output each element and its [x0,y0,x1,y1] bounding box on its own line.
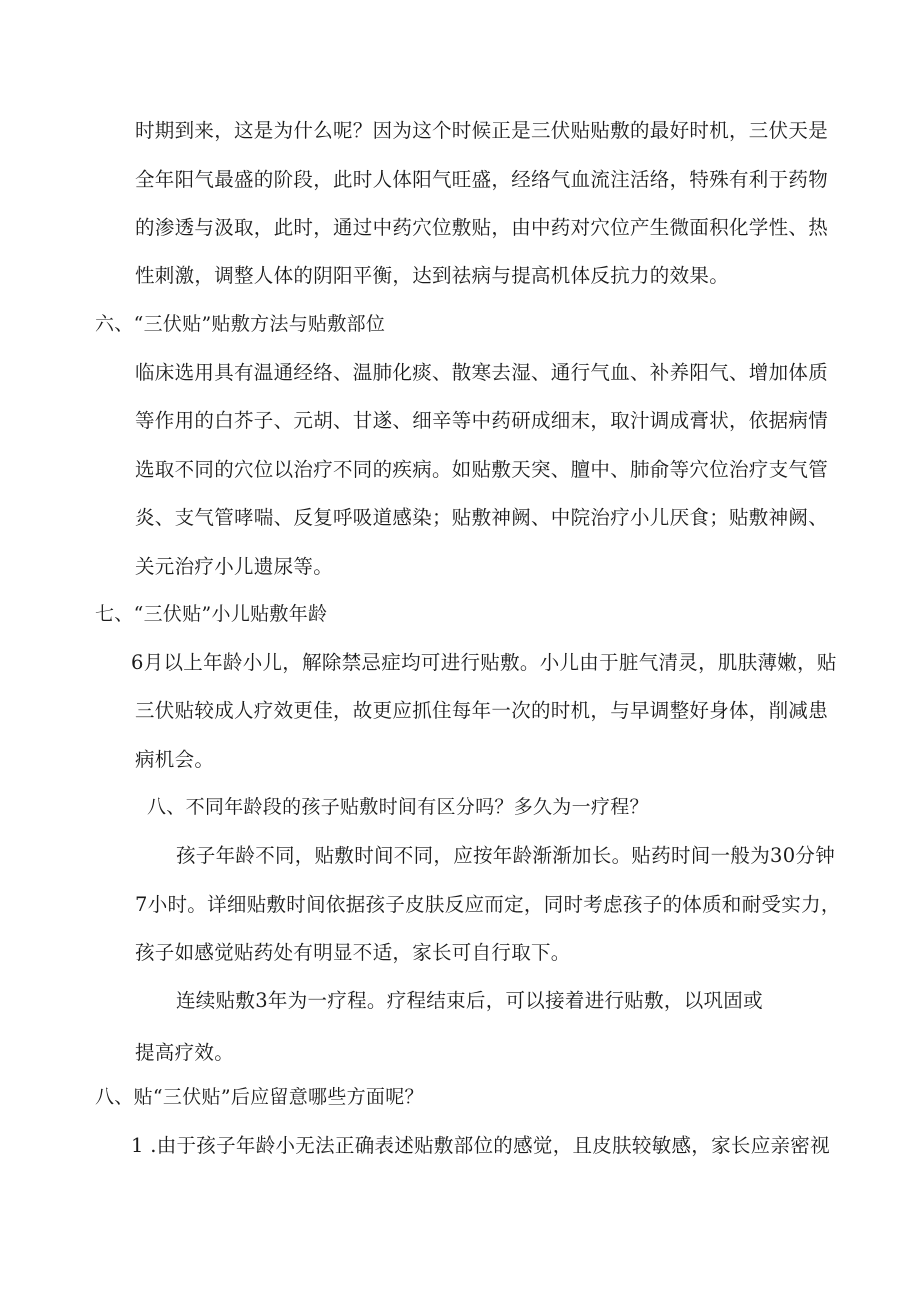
paragraph-line: 6月以上年龄小儿，解除禁忌症均可进行贴敷。小儿由于脏气清灵，肌肤薄嫩，贴 [131,651,837,674]
section-heading-7: 七、“三伏贴”小儿贴敷年龄 [95,603,328,625]
paragraph-line: 1 .由于孩子年龄小无法正确表述贴敷部位的感觉，且皮肤较敏感，家长应亲密视 [131,1134,830,1157]
section-heading-8b: 八、贴“三伏贴”后应留意哪些方面呢？ [95,1086,424,1108]
paragraph-line: 三伏贴较成人疗效更佳，故更应抓住每年一次的时机，与早调整好身体，削减患 [135,699,829,722]
paragraph-line: 等作用的白芥子、元胡、甘遂、细辛等中药研成细末，取汁调成膏状，依据病情 [135,409,829,432]
paragraph-line: 7小时。详细贴敷时间依据孩子皮肤反应而定，同时考虑孩子的体质和耐受实力， [135,893,841,916]
paragraph-line: 连续贴敷3年为一疗程。疗程结束后，可以接着进行贴敷，以巩固或 [176,989,763,1012]
paragraph-line: 临床选用具有温通经络、温肺化痰、散寒去湿、通行气血、补养阳气、增加体质 [135,361,829,384]
section-heading-8a: 八、不同年龄段的孩子贴敷时间有区分吗？多久为一疗程？ [147,796,649,818]
paragraph-line: 性刺激，调整人体的阴阳平衡，达到祛病与提高机体反抗力的效果。 [135,264,730,287]
paragraph-line: 关元治疗小儿遗尿等。 [135,555,334,578]
paragraph-line: 全年阳气最盛的阶段，此时人体阳气旺盛，经络气血流注活络，特殊有利于药物 [135,168,829,191]
paragraph-line: 时期到来，这是为什么呢？因为这个时候正是三伏贴贴敷的最好时机，三伏天是 [135,119,829,142]
paragraph-line: 提高疗效。 [135,1041,235,1064]
paragraph-line: 的渗透与汲取，此时，通过中药穴位敷贴，由中药对穴位产生微面积化学性、热 [135,216,829,239]
paragraph-line: 炎、支气管哮喘、反复呼吸道感染；贴敷神阙、中院治疗小儿厌食；贴敷神阙、 [135,506,829,529]
paragraph-line: 孩子年龄不同，贴敷时间不同，应按年龄渐渐加长。贴药时间一般为30分钟 [176,844,836,867]
paragraph-line: 选取不同的穴位以治疗不同的疾病。如贴敷天突、膻中、肺俞等穴位治疗支气管 [135,458,829,481]
paragraph-line: 病机会。 [135,748,215,771]
paragraph-line: 孩子如感觉贴药处有明显不适，家长可自行取下。 [135,941,571,964]
section-heading-6: 六、“三伏贴”贴敷方法与贴敷部位 [95,313,386,335]
